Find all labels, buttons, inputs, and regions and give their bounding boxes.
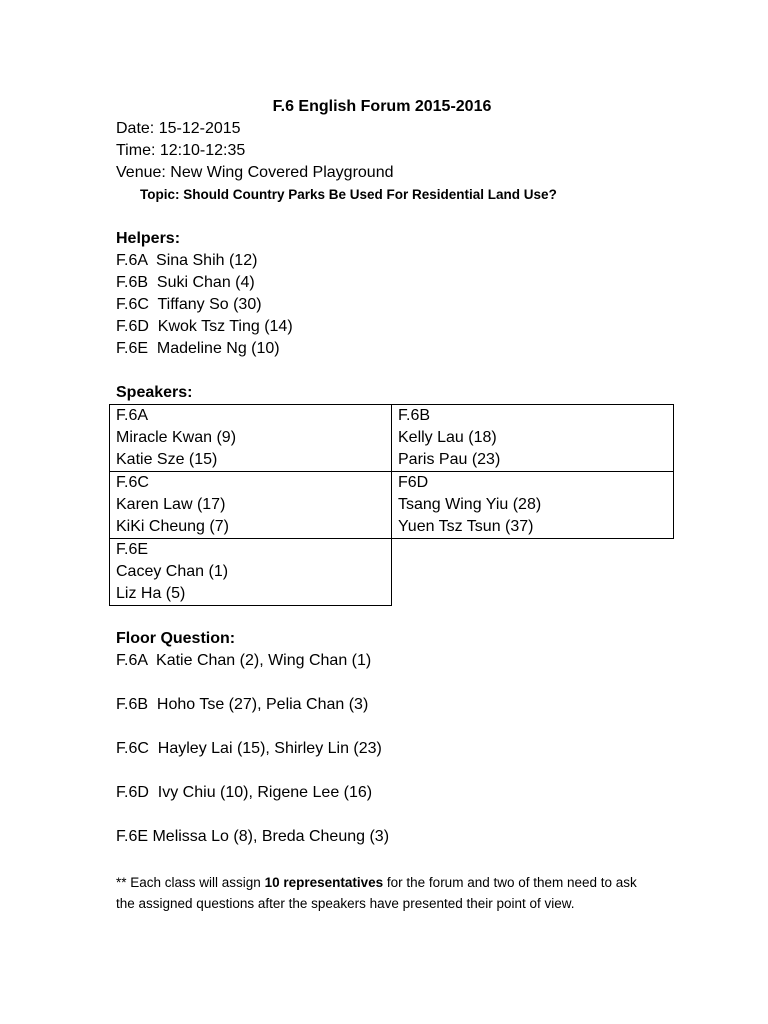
spacer	[116, 760, 676, 782]
speaker-name: Tsang Wing Yiu (28)	[398, 496, 542, 513]
footnote	[116, 872, 656, 914]
spacer	[116, 206, 676, 228]
helper-item: F.6E Madeline Ng (10)	[116, 340, 280, 357]
spacer	[116, 804, 676, 826]
floor-question-item: F.6B Hoho Tse (27), Pelia Chan (3)	[116, 696, 369, 713]
floor-question-item: F.6C Hayley Lai (15), Shirley Lin (23)	[116, 740, 382, 757]
venue-line: Venue: New Wing Covered Playground	[116, 164, 394, 181]
speaker-name: Liz Ha (5)	[116, 585, 186, 602]
date-line: Date: 15-12-2015	[116, 120, 241, 137]
footnote-bold: 10 representatives	[264, 875, 384, 890]
footnote-text: Each class will assign	[130, 875, 265, 890]
footnote-text-end: for the forum and two of them need to ask the assigned questions after the speakers have presented their point of view.	[116, 875, 637, 911]
speaker-name: Cacey Chan (1)	[116, 563, 229, 580]
speakers-heading: Speakers:	[116, 384, 193, 401]
speaker-class: F6D	[398, 474, 429, 491]
spacer	[116, 716, 676, 738]
speaker-cell-6a	[110, 405, 392, 472]
helpers-heading: Helpers:	[116, 230, 181, 247]
floor-question-item: F.6D Ivy Chiu (10), Rigene Lee (16)	[116, 784, 373, 801]
spacer	[116, 360, 676, 382]
speaker-class: F.6E	[116, 541, 149, 558]
empty-cell	[392, 539, 674, 606]
helper-item: F.6B Suki Chan (4)	[116, 274, 255, 291]
topic-line: Topic: Should Country Parks Be Used For Residential Land Use?	[140, 187, 557, 202]
speaker-name: Yuen Tsz Tsun (37)	[398, 518, 534, 535]
speakers-table	[109, 404, 674, 606]
speaker-cell-6d	[392, 472, 674, 539]
floor-question-item: F.6E Melissa Lo (8), Breda Cheung (3)	[116, 828, 390, 845]
speaker-name: Kelly Lau (18)	[398, 429, 497, 446]
helper-item: F.6D Kwok Tsz Ting (14)	[116, 318, 293, 335]
spacer	[116, 606, 676, 628]
spacer	[116, 848, 676, 870]
speaker-name: Katie Sze (15)	[116, 451, 218, 468]
spacer	[116, 672, 676, 694]
helper-item: F.6A Sina Shih (12)	[116, 252, 258, 269]
speaker-name: Paris Pau (23)	[398, 451, 501, 468]
document-title: F.6 English Forum 2015-2016	[272, 98, 492, 115]
speaker-class: F.6B	[398, 407, 431, 424]
footnote-prefix: **	[116, 875, 131, 890]
document-page	[116, 96, 676, 914]
speaker-cell-6b	[392, 405, 674, 472]
speaker-name: KiKi Cheung (7)	[116, 518, 229, 535]
speaker-name: Miracle Kwan (9)	[116, 429, 237, 446]
speaker-name: Karen Law (17)	[116, 496, 226, 513]
helper-item: F.6C Tiffany So (30)	[116, 296, 262, 313]
speaker-class: F.6C	[116, 474, 149, 491]
time-line: Time: 12:10-12:35	[116, 142, 246, 159]
speaker-cell-6c	[110, 472, 392, 539]
floor-question-heading: Floor Question:	[116, 630, 236, 647]
speaker-cell-6e	[110, 539, 392, 606]
floor-question-item: F.6A Katie Chan (2), Wing Chan (1)	[116, 652, 372, 669]
speaker-class: F.6A	[116, 407, 149, 424]
